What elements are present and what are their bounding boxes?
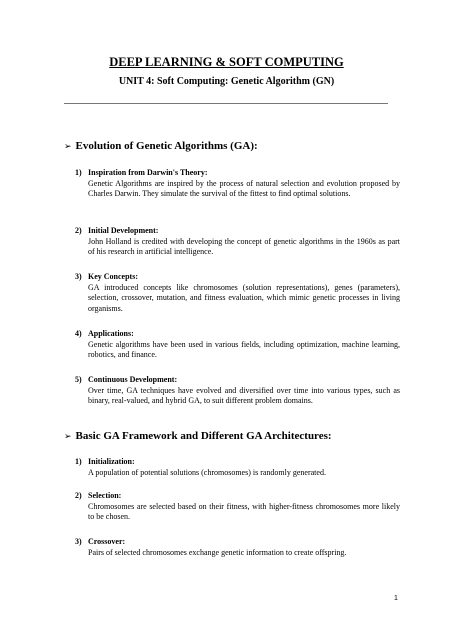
item-title: Selection: xyxy=(88,491,122,500)
item-title: Continuous Development: xyxy=(88,375,178,384)
item-number: 4) xyxy=(75,329,82,338)
item-number: 2) xyxy=(75,226,82,235)
item-body: Genetic Algorithms are inspired by the process of natural selection and evolution proposed by Charles Darwin. They simulate the survival of the fittest to find optimal solutions. xyxy=(88,178,400,198)
item-number: 1) xyxy=(75,168,82,177)
item-title: Inspiration from Darwin's Theory: xyxy=(88,168,208,177)
item-title: Applications: xyxy=(88,329,134,338)
section-heading-evolution xyxy=(64,140,258,152)
header-divider xyxy=(64,103,388,104)
item-body: John Holland is credited with developing the concept of genetic algorithms in the 1960s as part of his research in artificial intelligence. xyxy=(88,236,400,256)
document-title: DEEP LEARNING & SOFT COMPUTING xyxy=(109,55,344,69)
item-body: Genetic algorithms have been used in various fields, including optimization, machine learning, robotics, and finance. xyxy=(88,339,400,359)
arrow-bullet-icon: ➢ xyxy=(64,142,72,152)
unit-subtitle: UNIT 4: Soft Computing: Genetic Algorithm (GN) xyxy=(118,76,335,87)
item-title: Initialization: xyxy=(88,457,135,466)
item-number: 5) xyxy=(75,375,82,384)
item-number: 2) xyxy=(75,491,82,500)
section-heading-framework xyxy=(64,430,332,442)
page-number: 1 xyxy=(394,595,398,602)
list-item xyxy=(75,375,400,407)
item-body: GA introduced concepts like chromosomes (solution representations), genes (parameters), selection, crossover, mutation, and fitness evaluation, which mimic genetic processes in living organisms. xyxy=(88,282,400,313)
item-title: Crossover: xyxy=(88,537,126,546)
item-title: Key Concepts: xyxy=(88,272,138,281)
item-body: A population of potential solutions (chromosomes) is randomly generated. xyxy=(88,467,326,477)
item-body: Over time, GA techniques have evolved and diversified over time into various types, such as binary, real-valued, and hybrid GA, to suit different problem domains. xyxy=(88,385,400,405)
list-item xyxy=(75,329,400,361)
item-number: 1) xyxy=(75,457,82,466)
list-item xyxy=(75,491,400,523)
item-body: Pairs of selected chromosomes exchange genetic information to create offspring. xyxy=(88,547,347,557)
list-item xyxy=(75,168,400,200)
item-title: Initial Development: xyxy=(88,226,159,235)
arrow-bullet-icon: ➢ xyxy=(64,432,72,442)
list-item xyxy=(75,457,400,478)
list-item xyxy=(75,226,400,258)
section-heading-text: Evolution of Genetic Algorithms (GA): xyxy=(75,140,258,152)
list-item xyxy=(75,272,400,314)
item-number: 3) xyxy=(75,272,82,281)
item-number: 3) xyxy=(75,537,82,546)
item-body: Chromosomes are selected based on their fitness, with higher-fitness chromosomes more likely to be chosen. xyxy=(88,501,400,521)
section-heading-text: Basic GA Framework and Different GA Architectures: xyxy=(75,430,332,442)
list-item xyxy=(75,537,400,558)
